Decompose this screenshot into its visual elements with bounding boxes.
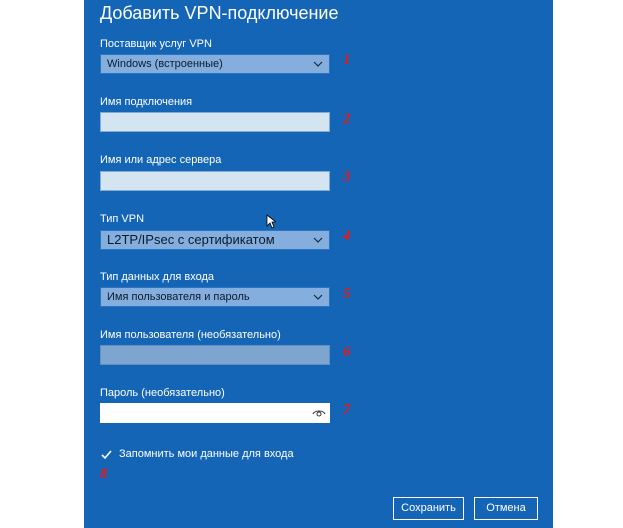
server-label: Имя или адрес сервера bbox=[100, 154, 222, 166]
marker-2: 2 bbox=[343, 111, 351, 127]
username-label: Имя пользователя (необязательно) bbox=[100, 329, 281, 341]
server-address-input[interactable] bbox=[100, 171, 330, 191]
cancel-button[interactable]: Отмена bbox=[474, 497, 538, 520]
marker-1: 1 bbox=[343, 52, 351, 68]
password-label: Пароль (необязательно) bbox=[100, 387, 225, 399]
provider-value: Windows (встроенные) bbox=[107, 58, 223, 70]
password-input[interactable] bbox=[100, 403, 330, 423]
save-button[interactable]: Сохранить bbox=[393, 497, 464, 520]
provider-label: Поставщик услуг VPN bbox=[100, 38, 212, 50]
vpn-type-value: L2TP/IPsec с сертификатом bbox=[107, 232, 275, 247]
vpn-type-label: Тип VPN bbox=[100, 213, 145, 225]
chevron-down-icon bbox=[313, 231, 323, 249]
vpn-type-select[interactable] bbox=[100, 230, 330, 250]
dialog-title: Добавить VPN-подключение bbox=[100, 3, 339, 23]
marker-6: 6 bbox=[343, 344, 351, 360]
marker-3: 3 bbox=[343, 169, 351, 185]
connection-name-label: Имя подключения bbox=[100, 96, 193, 108]
checkmark-icon[interactable] bbox=[100, 448, 113, 461]
provider-select[interactable] bbox=[100, 54, 330, 74]
marker-4: 4 bbox=[343, 228, 351, 244]
signin-type-label: Тип данных для входа bbox=[100, 271, 215, 283]
signin-type-select[interactable] bbox=[100, 287, 330, 307]
add-vpn-dialog bbox=[84, 0, 553, 528]
signin-type-value: Имя пользователя и пароль bbox=[107, 291, 250, 303]
marker-8: 8 bbox=[100, 466, 108, 482]
mouse-cursor-icon bbox=[266, 214, 276, 229]
chevron-down-icon bbox=[313, 288, 323, 306]
username-input[interactable] bbox=[100, 345, 330, 365]
remember-label: Запомнить мои данные для входа bbox=[119, 448, 294, 460]
marker-5: 5 bbox=[343, 286, 351, 302]
chevron-down-icon bbox=[313, 55, 323, 73]
eye-icon[interactable] bbox=[312, 406, 326, 420]
marker-7: 7 bbox=[343, 402, 351, 418]
connection-name-input[interactable] bbox=[100, 112, 330, 132]
